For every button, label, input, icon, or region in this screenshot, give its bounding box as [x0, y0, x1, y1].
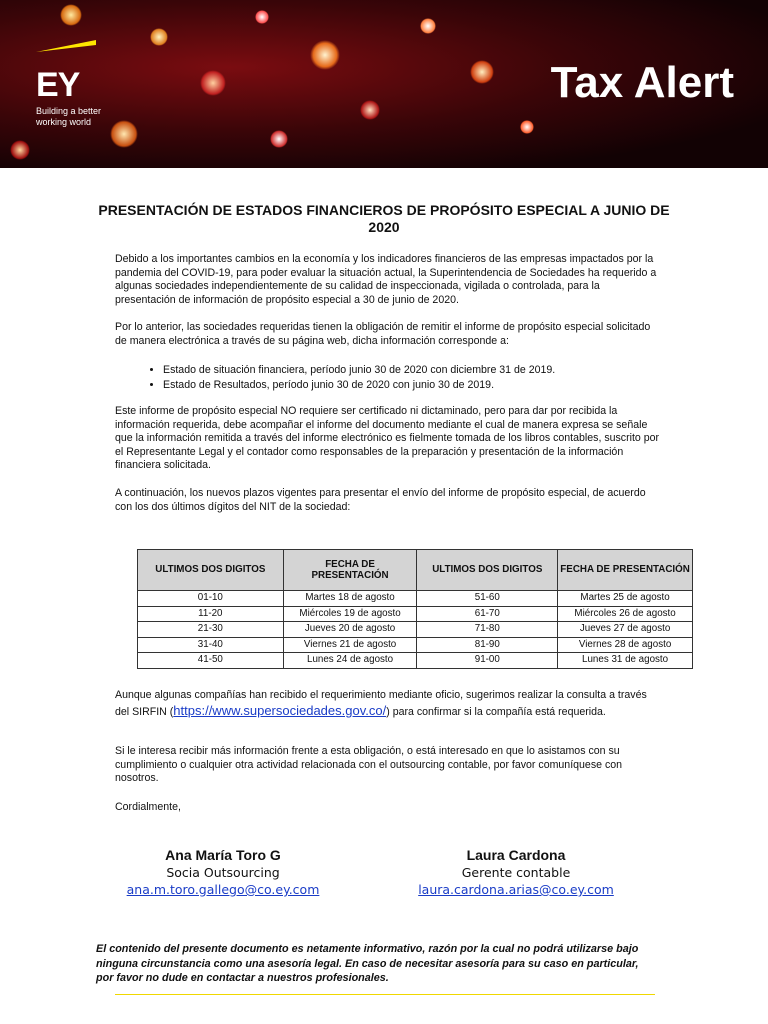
table-row: [138, 622, 693, 638]
table-cell: 81-90: [417, 637, 558, 653]
table-cell: 01-10: [138, 591, 284, 607]
table-row: [138, 591, 693, 607]
signer-role: Socia Outsourcing: [166, 865, 280, 880]
decorative-spark: [150, 28, 168, 46]
signer-email-link[interactable]: laura.cardona.arias@co.ey.com: [418, 882, 614, 897]
table-cell: Lunes 24 de agosto: [283, 653, 417, 669]
table-cell: Miércoles 19 de agosto: [283, 606, 417, 622]
table-cell: Jueves 20 de agosto: [283, 622, 417, 638]
paragraph-obligation: Por lo anterior, las sociedades requeridas tienen la obligación de remitir el informe de propósito especial solicitado de manera electrónica a través de su página web, dicha información corresponde a:: [115, 321, 651, 347]
decorative-spark: [270, 130, 288, 148]
page-title: PRESENTACIÓN DE ESTADOS FINANCIEROS DE PROPÓSITO ESPECIAL A JUNIO DE 2020: [98, 202, 670, 235]
supersociedades-link[interactable]: https://www.supersociedades.gov.co/: [173, 703, 387, 718]
banner-title: Tax Alert: [550, 58, 734, 107]
decorative-spark: [470, 60, 494, 84]
table-cell: Viernes 28 de agosto: [558, 637, 693, 653]
decorative-spark: [60, 4, 82, 26]
table-cell: 11-20: [138, 606, 284, 622]
table-cell: 21-30: [138, 622, 284, 638]
ey-logo: EY: [36, 66, 80, 104]
list-item: • Estado de situación financiera, período junio 30 de 2020 con diciembre 31 de 2019.: [163, 363, 711, 378]
list-item: • Estado de Resultados, período junio 30 de 2020 con junio 30 de 2019.: [163, 378, 711, 393]
table-row: [138, 606, 693, 622]
header-banner: [0, 0, 768, 168]
header-digits: ULTIMOS DOS DIGITOS: [138, 550, 284, 591]
decorative-spark: [360, 100, 380, 120]
table-cell: Miércoles 26 de agosto: [558, 606, 693, 622]
table-cell: 51-60: [417, 591, 558, 607]
paragraph-sirfin: [115, 688, 663, 720]
ey-logo-bar-icon: [36, 40, 96, 52]
table-cell: 31-40: [138, 637, 284, 653]
table-cell: Jueves 27 de agosto: [558, 622, 693, 638]
decorative-spark: [10, 140, 30, 160]
table-row: [138, 637, 693, 653]
table-cell: Martes 18 de agosto: [283, 591, 417, 607]
legal-disclaimer: El contenido del presente documento es netamente informativo, razón por la cual no podrá utilizarse bajo ninguna circunstancia como una asesoría legal. En caso de necesitar asesoría para su caso en particular, por favor no dude en contactar a nuestros profesionales.: [96, 943, 639, 984]
table-cell: 41-50: [138, 653, 284, 669]
signer-name: Ana María Toro G: [165, 847, 281, 863]
decorative-spark: [200, 70, 226, 96]
deadline-table: [137, 549, 693, 669]
signature-block-laura: [386, 847, 646, 898]
paragraph-deadlines: A continuación, los nuevos plazos vigentes para presentar el envío del informe de propósito especial, de acuerdo con los dos últimos dígitos del NIT de la sociedad:: [115, 487, 646, 513]
sirfin-text-before: Aunque algunas compañías han recibido el requerimiento mediante oficio, sugerimos realizar la consulta a través del SIRFIN (: [115, 689, 647, 718]
signer-name: Laura Cardona: [466, 847, 566, 863]
table-cell: Viernes 21 de agosto: [283, 637, 417, 653]
signature-block-ana: [93, 847, 353, 898]
signer-email-link[interactable]: ana.m.toro.gallego@co.ey.com: [126, 882, 320, 897]
decorative-spark: [255, 10, 269, 24]
footer-divider: [115, 994, 655, 995]
decorative-spark: [310, 40, 340, 70]
header-digits: ULTIMOS DOS DIGITOS: [417, 550, 558, 591]
paragraph-contact: Si le interesa recibir más información frente a esta obligación, o está interesado en que lo asistamos con su cumplimiento o cualquier otra actividad relacionada con el outsourcing contable, por favor comuníquese con nosotros.: [115, 745, 623, 784]
signer-role: Gerente contable: [461, 865, 571, 880]
paragraph-certification: Este informe de propósito especial NO requiere ser certificado ni dictaminado, pero para dar por recibida la información requerida, debe acompañar el informe del documento mediante el cual de manera expresa se señale que la información remitida a través del informe electrónico es fielmente tomada de los libros contables, suscrito por el Representante Legal y el contador como responsables de la preparación y presentación de la información financiera solicitada.: [115, 405, 660, 471]
header-date: FECHA DE PRESENTACIÓN: [558, 550, 693, 591]
closing-text: Cordialmente,: [115, 801, 181, 813]
table-header-row: [138, 550, 693, 591]
decorative-spark: [420, 18, 436, 34]
decorative-spark: [520, 120, 534, 134]
table-cell: Lunes 31 de agosto: [558, 653, 693, 669]
table-row: [138, 653, 693, 669]
report-list: [115, 363, 711, 392]
paragraph-intro: Debido a los importantes cambios en la economía y los indicadores financieros de las empresas impactados por la pandemia del COVID-19, para poder evaluar la situación actual, la Superintendencia de Sociedades ha requerido a algunas sociedades independientemente de su calidad de inspeccionada, vigilada o controlada, para la presentación de información de propósito especial a 30 de junio de 2020.: [115, 253, 657, 306]
table-cell: 71-80: [417, 622, 558, 638]
table-cell: 91-00: [417, 653, 558, 669]
table-cell: 61-70: [417, 606, 558, 622]
sirfin-text-after: ) para confirmar si la compañía está requerida.: [386, 706, 606, 718]
ey-tagline: Building a better working world: [36, 106, 102, 127]
table-cell: Martes 25 de agosto: [558, 591, 693, 607]
header-date: FECHA DE PRESENTACIÓN: [283, 550, 417, 591]
